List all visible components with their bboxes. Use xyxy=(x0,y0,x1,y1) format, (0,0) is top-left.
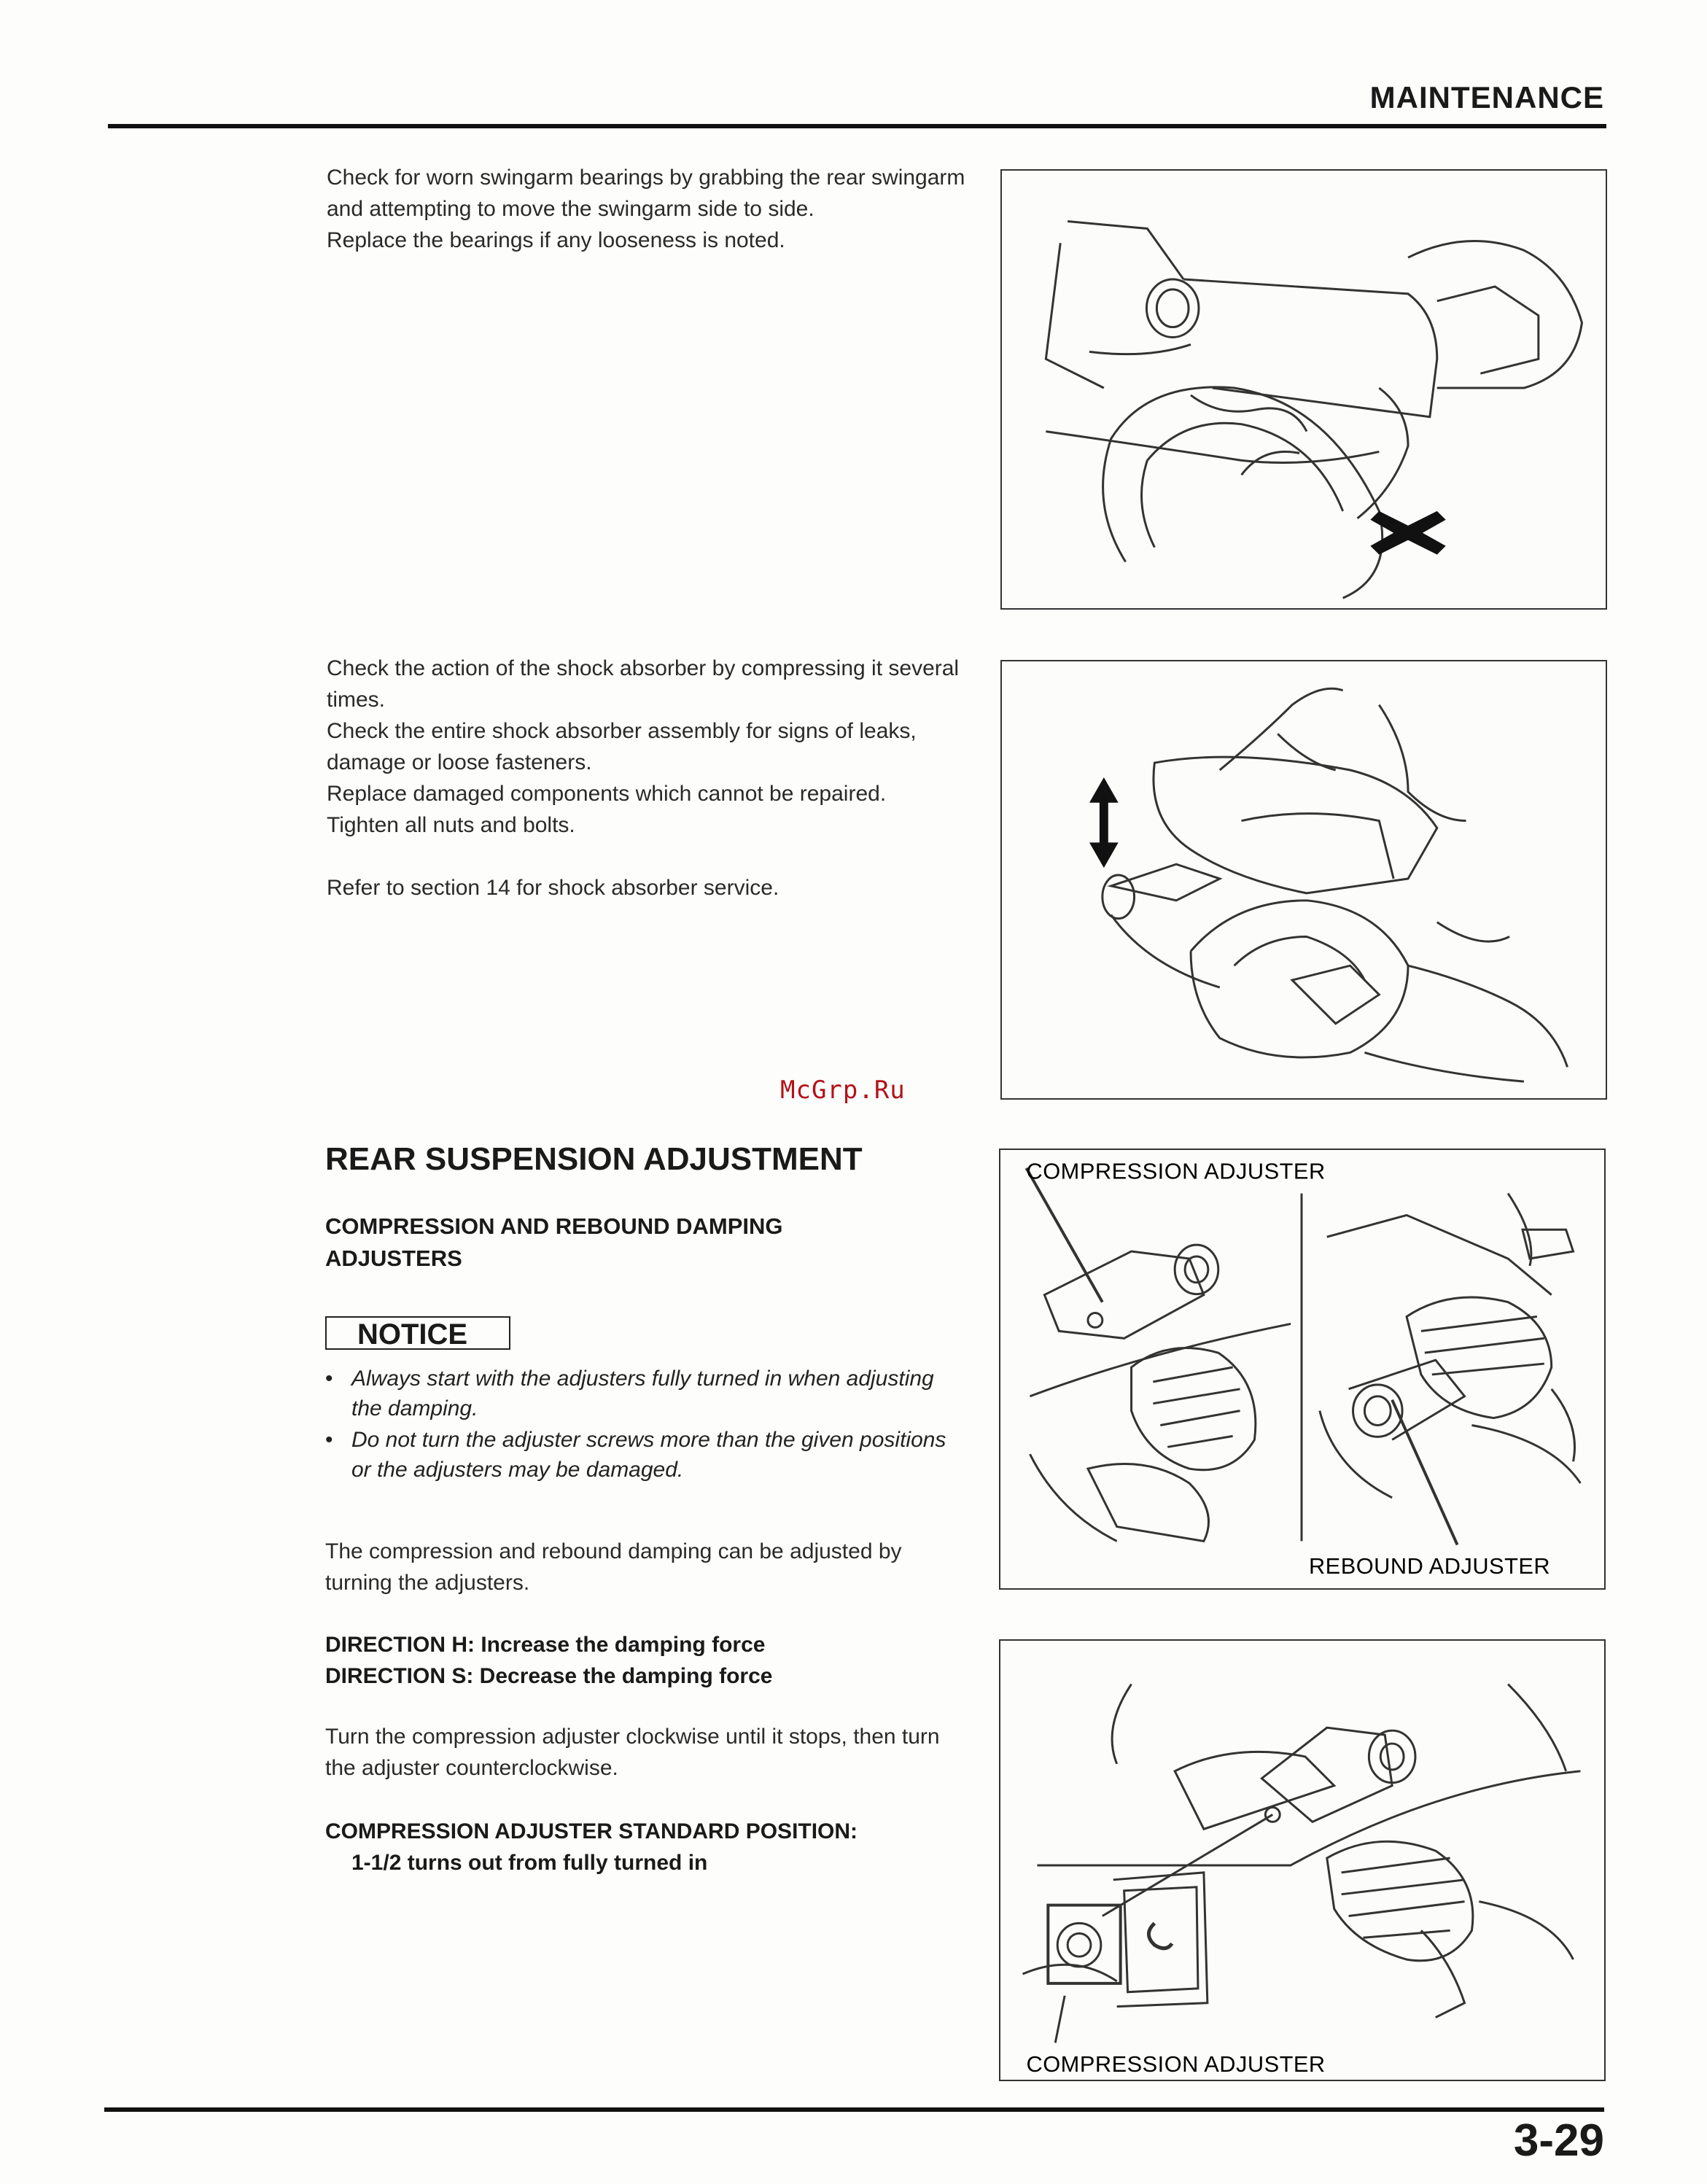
swingarm-check-figure xyxy=(1000,169,1607,610)
compression-adjuster-detail-label: COMPRESSION ADJUSTER xyxy=(1026,2051,1326,2078)
direction-h: DIRECTION H: Increase the damping force xyxy=(325,1633,766,1657)
shock-text xyxy=(327,653,968,903)
adjusters-illustration xyxy=(1000,1150,1604,1588)
shock-paragraph-2: Check the entire shock absorber assembly for signs of leaks, damage or loose fasteners. xyxy=(327,719,917,774)
shock-compression-figure xyxy=(1000,660,1607,1100)
compression-adjuster-label: COMPRESSION ADJUSTER xyxy=(1026,1158,1326,1184)
swingarm-illustration xyxy=(1002,171,1606,608)
footer-rule xyxy=(104,2107,1604,2112)
compression-adjuster-illustration xyxy=(1000,1641,1604,2080)
section-title: REAR SUSPENSION ADJUSTMENT xyxy=(325,1141,863,1177)
standard-position-value: 1-1/2 turns out from fully turned in xyxy=(351,1851,708,1875)
notice-list xyxy=(325,1364,967,1486)
notice-divider xyxy=(509,1316,510,1350)
rebound-adjuster-label: REBOUND ADJUSTER xyxy=(1308,1553,1551,1579)
swingarm-paragraph-1: Check for worn swingarm bearings by grabbing the rear swingarm and attempting to move the swingarm side to side. xyxy=(327,166,965,221)
shock-reference: Refer to section 14 for shock absorber service. xyxy=(327,876,779,900)
compression-adjuster-figure xyxy=(999,1639,1606,2081)
section-subtitle: COMPRESSION AND REBOUND DAMPING ADJUSTERS xyxy=(325,1213,783,1271)
standard-position-label: COMPRESSION ADJUSTER STANDARD POSITION: xyxy=(325,1819,858,1843)
swingarm-text xyxy=(327,162,968,256)
direction-lines xyxy=(325,1629,981,1692)
shock-paragraph-1: Check the action of the shock absorber by compressing it several times. xyxy=(327,656,960,712)
watermark-text: McGrp.Ru xyxy=(780,1076,906,1105)
direction-s: DIRECTION S: Decrease the damping force xyxy=(325,1664,773,1688)
up-down-arrow-icon xyxy=(1089,777,1119,868)
page-number: 3-29 xyxy=(1513,2115,1604,2166)
compression-instruction: Turn the compression adjuster clockwise until it stops, then turn the adjuster counterclockwise. xyxy=(325,1725,940,1780)
adjusters-figure xyxy=(999,1149,1606,1590)
swingarm-paragraph-2: Replace the bearings if any looseness is noted. xyxy=(327,228,785,252)
notice-item-1: • Always start with the adjusters fully turned in when adjusting the damping. xyxy=(325,1364,967,1423)
standard-position xyxy=(325,1816,981,1878)
notice-item-2: • Do not turn the adjuster screws more than the given positions or the adjusters may be damaged. xyxy=(325,1425,967,1485)
shock-paragraph-4: Tighten all nuts and bolts. xyxy=(327,813,575,837)
shock-compression-illustration xyxy=(1002,661,1606,1098)
page-header-title: MAINTENANCE xyxy=(1369,80,1604,114)
header-rule xyxy=(108,124,1606,128)
shock-paragraph-3: Replace damaged components which cannot be repaired. xyxy=(327,782,887,806)
notice-label: NOTICE xyxy=(325,1316,509,1350)
damping-intro: The compression and rebound damping can be adjusted by turning the adjusters. xyxy=(325,1539,902,1595)
